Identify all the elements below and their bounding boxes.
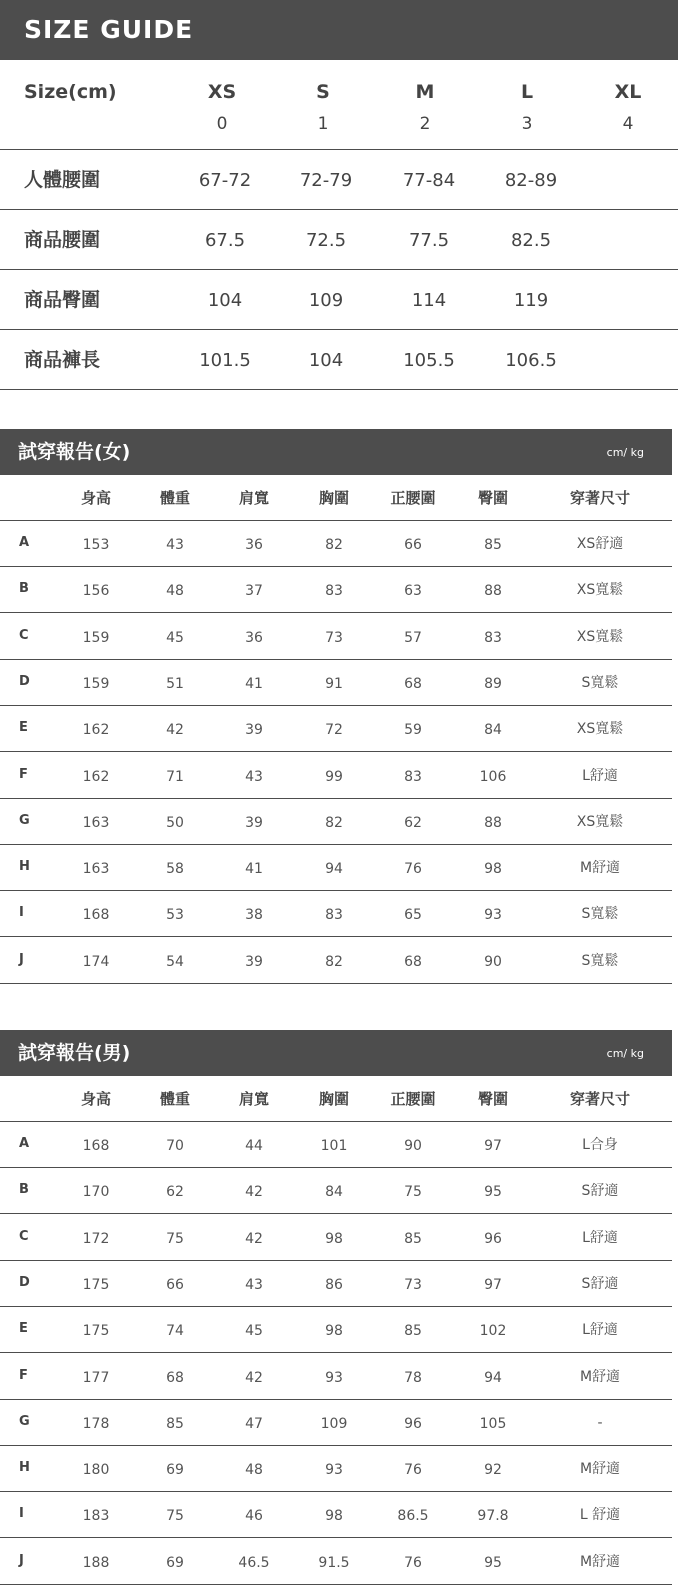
table-cell: 159: [82, 629, 110, 646]
table-cell: 37: [245, 583, 263, 600]
measurement-value: 72.5: [305, 230, 347, 251]
table-cell: 57: [404, 629, 422, 646]
measurement-value: 77-84: [402, 170, 456, 191]
table-cell: 69: [166, 1462, 184, 1479]
table-cell: 38: [245, 907, 263, 924]
fit-size-cell: L合身: [582, 1137, 618, 1153]
table-cell: 168: [82, 907, 110, 924]
table-cell: 44: [245, 1138, 263, 1154]
table-row: [0, 891, 672, 937]
fit-size-cell: XS寬鬆: [576, 628, 624, 645]
table-cell: 43: [245, 768, 263, 785]
size-label-xs: XS: [207, 81, 237, 103]
table-row: [0, 1354, 672, 1400]
size-label-xl: XL: [614, 81, 642, 103]
table-cell: 78: [404, 1369, 422, 1386]
column-header-hip: 臀圍: [477, 489, 508, 507]
fit-size-cell: S舒適: [581, 1275, 619, 1292]
fit-size-cell: M舒適: [579, 1553, 621, 1570]
table-cell: 36: [245, 537, 263, 553]
table-cell: 76: [404, 1462, 422, 1479]
table-cell: 45: [166, 629, 184, 646]
table-cell: 183: [82, 1508, 110, 1525]
row-label: F: [19, 1367, 28, 1383]
row-label: H: [19, 1460, 30, 1476]
row-label: A: [19, 535, 30, 550]
size-number-1: 1: [317, 114, 329, 134]
womens-report-unit: cm/ kg: [606, 446, 644, 459]
table-row: [0, 614, 672, 660]
table-cell: 82: [325, 814, 343, 831]
measurement-value: 72-79: [299, 170, 353, 191]
table-cell: 93: [484, 907, 502, 924]
table-cell: 58: [166, 861, 184, 878]
table-cell: 84: [325, 1184, 343, 1201]
column-header-shoulder: 肩寬: [238, 489, 269, 507]
table-cell: 97.8: [477, 1508, 509, 1525]
table-cell: 69: [166, 1554, 184, 1571]
table-cell: 85: [166, 1415, 184, 1432]
table-cell: 72: [325, 722, 343, 739]
size-guide-row: [0, 270, 678, 330]
table-cell: 41: [245, 861, 263, 878]
table-cell: 163: [82, 861, 110, 878]
column-header-chest: 胸圍: [318, 489, 349, 507]
table-cell: 175: [82, 1276, 110, 1293]
row-label: C: [19, 627, 29, 643]
table-cell: 82: [325, 953, 343, 970]
row-label: D: [19, 1274, 30, 1290]
measurement-label: 商品褲長: [24, 349, 101, 371]
table-row: [0, 521, 672, 567]
size-header-label: Size(cm): [24, 81, 117, 103]
womens-fit-report: [0, 429, 678, 991]
column-header-weight: 體重: [159, 1090, 190, 1108]
size-number-0: 0: [216, 114, 228, 134]
table-cell: 91: [325, 675, 343, 692]
size-guide-title: SIZE GUIDE: [24, 15, 194, 44]
measurement-value: 114: [411, 290, 447, 311]
table-cell: 84: [484, 722, 502, 739]
table-cell: 97: [484, 1276, 502, 1293]
size-number-2: 2: [419, 114, 431, 134]
measurement-value: 104: [308, 350, 344, 371]
fit-size-cell: XS舒適: [576, 536, 624, 552]
measurement-value: 67.5: [204, 230, 246, 251]
size-label-s: S: [316, 81, 330, 103]
table-cell: 66: [404, 537, 422, 553]
measurement-value: 119: [513, 290, 549, 311]
table-cell: 162: [82, 768, 110, 785]
table-cell: 90: [404, 1138, 422, 1154]
table-cell: 92: [484, 1462, 502, 1479]
size-number-4: 4: [622, 114, 634, 134]
table-row: [0, 567, 672, 613]
table-row: [0, 1261, 672, 1307]
table-cell: 98: [325, 1508, 343, 1525]
table-cell: 75: [166, 1508, 184, 1525]
row-label: D: [19, 673, 30, 689]
table-cell: 83: [325, 583, 343, 600]
table-cell: 42: [245, 1184, 263, 1201]
table-cell: 71: [166, 768, 184, 785]
size-guide-header-row: [0, 60, 678, 150]
table-cell: 48: [245, 1462, 263, 1479]
table-cell: 48: [166, 583, 184, 600]
table-cell: 62: [404, 814, 422, 831]
table-cell: 39: [245, 953, 263, 970]
table-cell: 39: [245, 814, 263, 831]
row-label: I: [19, 905, 24, 921]
table-cell: 42: [166, 722, 184, 739]
table-cell: 88: [484, 814, 502, 831]
table-cell: 163: [82, 814, 110, 831]
mens-fit-report: [0, 1030, 678, 1594]
table-cell: 70: [166, 1138, 184, 1154]
table-cell: 43: [245, 1276, 263, 1293]
table-cell: 83: [325, 907, 343, 924]
womens-report-header-bar: [0, 429, 672, 475]
measurement-value: 104: [207, 290, 243, 311]
table-cell: 159: [82, 675, 110, 692]
table-cell: 62: [166, 1184, 184, 1201]
measurement-label: 商品臀圍: [24, 289, 101, 311]
column-header-weight: 體重: [159, 489, 190, 507]
size-label-l: L: [520, 81, 534, 103]
row-label: E: [19, 1321, 28, 1337]
row-label: A: [19, 1136, 30, 1151]
table-row: [0, 753, 672, 799]
table-cell: 172: [82, 1230, 110, 1247]
table-row: [0, 938, 672, 984]
column-header-chest: 胸圍: [318, 1090, 349, 1108]
table-cell: 39: [245, 722, 263, 739]
table-cell: 109: [320, 1415, 348, 1432]
fit-size-cell: -: [597, 1414, 603, 1431]
measurement-value: 101.5: [199, 350, 251, 371]
row-label: I: [19, 1506, 24, 1522]
size-guide-row: [0, 330, 678, 390]
table-row: [0, 1539, 672, 1585]
table-cell: 74: [166, 1323, 184, 1340]
table-cell: 175: [82, 1323, 110, 1340]
row-label: E: [19, 720, 28, 736]
table-cell: 88: [484, 583, 502, 600]
column-header-hip: 臀圍: [477, 1090, 508, 1108]
fit-size-cell: XS寬鬆: [576, 813, 624, 830]
size-guide-row: [0, 210, 678, 270]
table-cell: 105: [479, 1415, 507, 1432]
fit-size-cell: XS寬鬆: [576, 582, 624, 599]
fit-size-cell: L舒適: [582, 1229, 618, 1246]
column-header-fit-size: 穿著尺寸: [569, 489, 630, 507]
table-row: [0, 1215, 672, 1261]
table-cell: 188: [82, 1554, 110, 1571]
table-row: [0, 1307, 672, 1353]
table-cell: 174: [82, 953, 110, 970]
measurement-value: 109: [308, 290, 344, 311]
table-cell: 106: [479, 768, 507, 785]
table-cell: 89: [484, 675, 502, 692]
fit-size-cell: M舒適: [579, 860, 621, 877]
table-cell: 36: [245, 629, 263, 646]
table-cell: 59: [404, 722, 422, 739]
table-cell: 98: [325, 1323, 343, 1340]
table-cell: 96: [404, 1415, 422, 1432]
column-header-waist: 正腰圍: [390, 489, 436, 507]
measurement-value: 82-89: [504, 170, 558, 191]
size-number-3: 3: [521, 114, 533, 134]
table-cell: 98: [325, 1230, 343, 1247]
table-row: [0, 660, 672, 706]
fit-size-cell: L舒適: [582, 1322, 618, 1339]
table-cell: 76: [404, 1554, 422, 1571]
row-label: J: [19, 951, 24, 967]
mens-report-title: 試穿報告(男): [18, 1042, 131, 1064]
table-cell: 83: [404, 768, 422, 785]
mens-report-column-headers: [0, 1076, 672, 1122]
row-label: C: [19, 1228, 29, 1244]
row-label: F: [19, 766, 28, 782]
measurement-value: 82.5: [510, 230, 552, 251]
table-cell: 41: [245, 675, 263, 692]
table-cell: 86.5: [397, 1508, 429, 1525]
column-header-waist: 正腰圍: [390, 1090, 436, 1108]
table-cell: 94: [325, 861, 343, 878]
measurement-value: 106.5: [505, 350, 557, 371]
table-cell: 50: [166, 814, 184, 831]
fit-size-cell: XS寬鬆: [576, 721, 624, 738]
table-cell: 85: [404, 1323, 422, 1340]
table-row: [0, 706, 672, 752]
table-cell: 75: [166, 1230, 184, 1247]
table-cell: 53: [166, 907, 184, 924]
table-cell: 90: [484, 953, 502, 970]
table-cell: 73: [325, 629, 343, 646]
table-cell: 99: [325, 768, 343, 785]
table-cell: 76: [404, 861, 422, 878]
table-cell: 94: [484, 1369, 502, 1386]
measurement-label: 人體腰圍: [24, 169, 101, 191]
table-row: [0, 1400, 672, 1446]
column-header-shoulder: 肩寬: [238, 1090, 269, 1108]
table-cell: 42: [245, 1369, 263, 1386]
table-cell: 73: [404, 1276, 422, 1293]
table-cell: 86: [325, 1276, 343, 1293]
fit-size-cell: S寬鬆: [581, 674, 619, 691]
measurement-label: 商品腰圍: [24, 229, 101, 251]
table-row: [0, 799, 672, 845]
table-cell: 93: [325, 1462, 343, 1479]
table-cell: 178: [82, 1415, 110, 1432]
table-cell: 45: [245, 1323, 263, 1340]
fit-size-cell: L舒適: [582, 767, 618, 784]
table-cell: 91.5: [318, 1554, 350, 1571]
measurement-value: 67-72: [198, 170, 252, 191]
fit-size-cell: S舒適: [581, 1183, 619, 1200]
table-cell: 96: [484, 1230, 502, 1247]
table-cell: 54: [166, 953, 184, 970]
table-cell: 177: [82, 1369, 110, 1386]
table-cell: 170: [82, 1184, 110, 1201]
fit-size-cell: M舒適: [579, 1368, 621, 1385]
table-cell: 68: [166, 1369, 184, 1386]
fit-size-cell: L 舒適: [579, 1507, 621, 1524]
table-cell: 82: [325, 537, 343, 553]
table-cell: 46: [245, 1508, 263, 1525]
measurement-value: 77.5: [408, 230, 450, 251]
table-cell: 85: [404, 1230, 422, 1247]
table-row: [0, 1168, 672, 1214]
table-row: [0, 1122, 672, 1168]
table-cell: 180: [82, 1462, 110, 1479]
row-label: J: [19, 1552, 24, 1568]
fit-size-cell: S寬鬆: [581, 952, 619, 969]
womens-report-column-headers: [0, 475, 672, 521]
fit-size-cell: S寬鬆: [581, 906, 619, 923]
column-header-fit-size: 穿著尺寸: [569, 1090, 630, 1108]
table-cell: 97: [484, 1138, 502, 1154]
table-cell: 153: [82, 537, 110, 553]
table-cell: 85: [484, 537, 502, 553]
table-cell: 68: [404, 675, 422, 692]
table-row: [0, 1492, 672, 1538]
table-cell: 102: [479, 1323, 507, 1340]
table-cell: 68: [404, 953, 422, 970]
table-cell: 95: [484, 1554, 502, 1571]
table-cell: 47: [245, 1415, 263, 1432]
size-guide-header-bar: [0, 0, 678, 60]
table-cell: 83: [484, 629, 502, 646]
column-header-height: 身高: [80, 489, 111, 507]
table-cell: 93: [325, 1369, 343, 1386]
row-label: G: [19, 812, 30, 828]
size-label-m: M: [415, 81, 435, 103]
table-cell: 46.5: [238, 1554, 270, 1571]
table-cell: 168: [82, 1138, 110, 1154]
mens-report-header-bar: [0, 1030, 672, 1076]
size-guide-row: [0, 150, 678, 210]
table-cell: 101: [320, 1138, 348, 1154]
table-cell: 162: [82, 722, 110, 739]
table-cell: 63: [404, 583, 422, 600]
row-label: G: [19, 1413, 30, 1429]
row-label: B: [19, 581, 29, 597]
row-label: H: [19, 859, 30, 875]
mens-report-unit: cm/ kg: [606, 1047, 644, 1060]
table-cell: 98: [484, 861, 502, 878]
measurement-value: 105.5: [403, 350, 455, 371]
table-cell: 43: [166, 537, 184, 553]
table-row: [0, 845, 672, 891]
table-cell: 51: [166, 675, 184, 692]
table-row: [0, 1446, 672, 1492]
table-cell: 156: [82, 583, 110, 600]
column-header-height: 身高: [80, 1090, 111, 1108]
fit-size-cell: M舒適: [579, 1461, 621, 1478]
table-cell: 42: [245, 1230, 263, 1247]
womens-report-title: 試穿報告(女): [18, 441, 131, 463]
table-cell: 75: [404, 1184, 422, 1201]
table-cell: 95: [484, 1184, 502, 1201]
table-cell: 65: [404, 907, 422, 924]
row-label: B: [19, 1182, 29, 1198]
table-cell: 66: [166, 1276, 184, 1293]
